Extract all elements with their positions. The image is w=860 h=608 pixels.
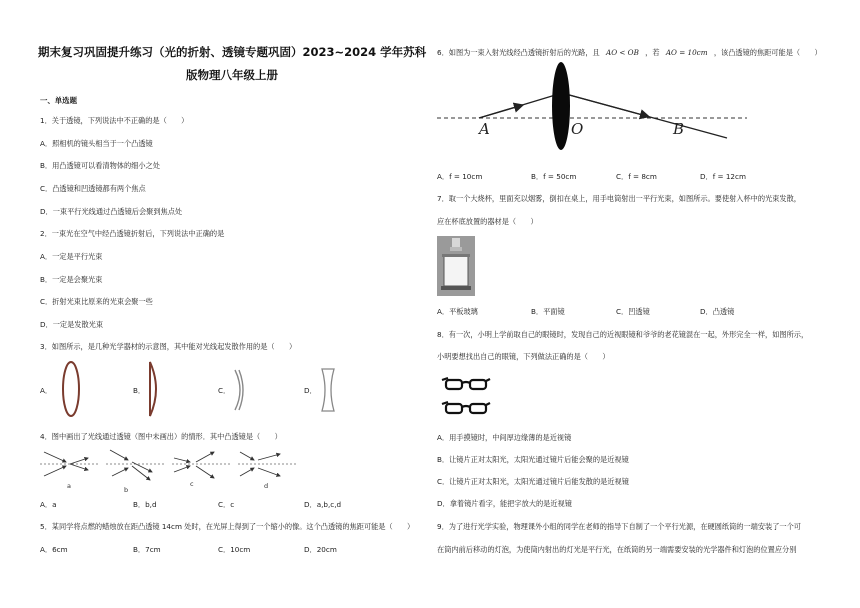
q6-option-c: C．f = 8cm <box>616 172 657 181</box>
q5-option-d: D．20cm <box>304 545 337 554</box>
q3-option-b: B． <box>133 386 146 395</box>
q4-option-d: D．a,b,c,d <box>304 500 342 509</box>
q4-option-a: A．a <box>40 500 57 509</box>
title-line-2: 版物理八年级上册 <box>186 68 278 82</box>
q8-stem-2: 小明要想找出自己的眼镜，下列做法正确的是（ ） <box>437 352 610 361</box>
q6-stem-start: 6．如图为一束入射光线经凸透镜折射后的光路，且 <box>437 48 600 57</box>
q3-option-c: C． <box>218 386 231 395</box>
q4-label-b: b <box>124 486 129 494</box>
title-line-1: 期末复习巩固提升练习（光的折射、透镜专题巩固）2023~2024 学年苏科 <box>38 45 427 59</box>
q4-ray-diagrams <box>40 446 410 496</box>
concave-lens-icon <box>320 367 336 413</box>
q5-stem: 5．某同学将点燃的蜡烛放在距凸透镜 14cm 处时，在光屏上得到了一个缩小的像。这个凸透镜的焦距可能是（ ） <box>40 522 415 531</box>
q7-option-a: A．平板玻璃 <box>437 307 478 316</box>
q2-option-d: D．一定是发散光束 <box>40 320 104 329</box>
q7-option-b: B．平面镜 <box>531 307 565 316</box>
point-a-label: A <box>479 120 490 138</box>
q6-cond-1: AO < OB <box>606 48 639 57</box>
glasses-icon <box>440 375 492 420</box>
q6-ray-diagram <box>437 62 757 142</box>
q4-stem: 4．图中画出了光线通过透镜（图中未画出）的情形．其中凸透镜是（ ） <box>40 432 282 441</box>
q7-stem-1: 7．取一个大烧杯，里面充以烟雾，倒扣在桌上，用手电筒射出一平行光束，如图所示。要使射入杯中的光束发散， <box>437 194 801 203</box>
q2-option-a: A．一定是平行光束 <box>40 252 103 261</box>
q4-label-c: c <box>190 480 194 488</box>
q9-stem-2: 在筒内前后移动的灯泡，为使筒内射出的灯光是平行光，在纸筒的另一端需要安装的光学器件和灯泡的位置应分别 <box>437 545 797 554</box>
q1-option-d: D．一束平行光线通过凸透镜后会聚到焦点处 <box>40 207 183 216</box>
meniscus-lens-icon <box>230 368 248 412</box>
q5-option-a: A．6cm <box>40 545 68 554</box>
q6-option-a: A．f = 10cm <box>437 172 483 181</box>
convex-lens-icon <box>60 360 84 418</box>
q6-option-b: B．f = 50cm <box>531 172 577 181</box>
q5-option-c: C．10cm <box>218 545 251 554</box>
q1-option-b: B．用凸透镜可以看清物体的细小之处 <box>40 161 160 170</box>
beaker-illustration <box>437 236 475 296</box>
q3-option-a: A． <box>40 386 53 395</box>
q1-option-a: A．照相机的镜头相当于一个凸透镜 <box>40 139 153 148</box>
q1-stem: 1．关于透镜，下列说法中不正确的是（ ） <box>40 116 189 125</box>
q8-option-b: B．让镜片正对太阳光，太阳光通过镜片后能会聚的是近视镜 <box>437 455 629 464</box>
section-heading: 一、单选题 <box>40 96 77 105</box>
plano-convex-lens-icon <box>146 360 166 418</box>
point-b-label: B <box>673 120 685 138</box>
q3-option-d: D． <box>304 386 317 395</box>
q6-option-d: D．f = 12cm <box>700 172 746 181</box>
q8-option-c: C．让镜片正对太阳光，太阳光通过镜片后能发散的是近视镜 <box>437 477 629 486</box>
q7-stem-2: 应在杯底放置的器材是（ ） <box>437 217 538 226</box>
q2-stem: 2．一束光在空气中经凸透镜折射后，下列说法中正确的是 <box>40 229 225 238</box>
q2-option-c: C．折射光束比原来的光束会聚一些 <box>40 297 153 306</box>
q6-stem-mid: ，若 <box>645 48 660 57</box>
q3-stem: 3．如图所示，是几种光学器材的示意图，其中能对光线起发散作用的是（ ） <box>40 342 297 351</box>
q4-label-d: d <box>264 482 269 490</box>
q9-stem-1: 9．为了进行光学实验，物理课外小组的同学在老师的指导下自制了一个平行光源，在硬圆纸筒的一端安装了一个可 <box>437 522 801 531</box>
q7-option-d: D．凸透镜 <box>700 307 735 316</box>
q6-stem <box>437 48 822 57</box>
q4-option-b: B．b,d <box>133 500 157 509</box>
q4-option-c: C．c <box>218 500 235 509</box>
q5-option-b: B．7cm <box>133 545 161 554</box>
q8-stem-1: 8．有一次，小明上学前取自己的眼镜时，发现自己的近视眼镜和爷爷的老花镜混在一起，外形完全一样，如图所示， <box>437 330 809 339</box>
q1-option-c: C．凸透镜和凹透镜都有两个焦点 <box>40 184 146 193</box>
q2-option-b: B．一定是会聚光束 <box>40 275 103 284</box>
q8-option-d: D．拿着镜片看字，能把字放大的是近视镜 <box>437 499 572 508</box>
q8-option-a: A．用手摸镜时，中间厚边缘薄的是近视镜 <box>437 433 572 442</box>
q6-cond-2: AO = 10cm <box>665 48 708 57</box>
q7-option-c: C．凹透镜 <box>616 307 650 316</box>
q6-stem-end: ，该凸透镜的焦距可能是（ ） <box>713 48 822 57</box>
q4-label-a: a <box>67 482 71 490</box>
point-o-label: O <box>571 120 584 138</box>
